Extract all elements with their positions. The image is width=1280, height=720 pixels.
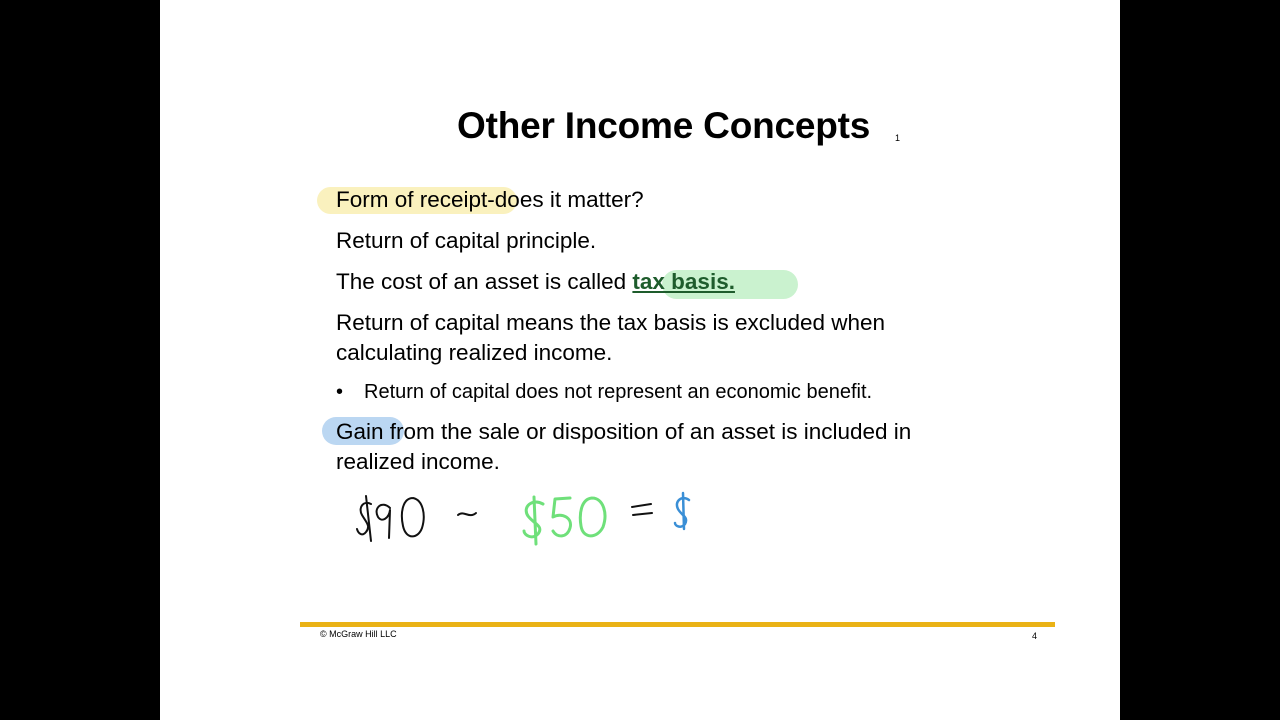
line-return-of-capital-principle: Return of capital principle. [336,228,597,253]
bullet-dot: • [336,381,344,403]
handwritten-equation [160,0,1120,720]
line-calculating-realized-income: calculating realized income. [336,340,613,365]
ink-dollar-90 [357,496,424,541]
slide [160,0,1120,720]
tax-basis-term: tax basis. [632,269,735,294]
ink-equals [632,504,652,515]
line-realized-income: realized income. [336,449,500,474]
gain-text: Gain [336,419,384,444]
sub-bullet-text: Return of capital does not represent an economic benefit. [364,381,873,403]
ink-minus [458,513,476,515]
page-number: 4 [1032,631,1038,641]
form-of-receipt-text: Form of receipt- [336,187,495,212]
footnote-mark: 1 [895,133,901,143]
ink-dollar-50 [524,497,605,544]
footer-rule [300,622,1055,627]
slide-title: Other Income Concepts [457,105,871,146]
copyright-text: © McGraw Hill LLC [320,629,397,639]
ink-dollar-blank [675,493,689,529]
tax-basis-prefix: The cost of an asset is called [336,269,633,294]
does-it-matter-text: does it matter? [494,187,644,212]
line-return-of-capital-means: Return of capital means the tax basis is excluded when [336,310,886,335]
gain-rest-text: from the sale or disposition of an asset is included in [383,419,912,444]
